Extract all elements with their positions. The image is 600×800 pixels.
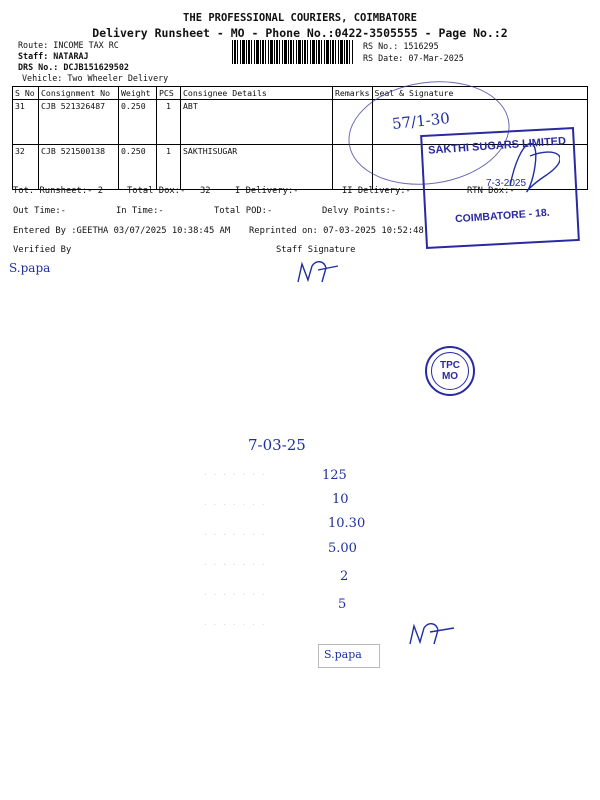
cell-consignment: CJB 521326487 <box>39 100 119 145</box>
total-dox-count: 32 <box>200 186 211 196</box>
drs-label: DRS No.: DCJB151629502 <box>18 62 129 72</box>
route-label: Route: INCOME TAX RC <box>18 40 119 50</box>
faded-bleed-through-area <box>195 450 375 670</box>
rs-date: RS Date: 07-Mar-2025 <box>363 53 464 63</box>
cell-sno: 32 <box>13 145 39 190</box>
bottom-signature-scribble <box>408 616 458 648</box>
cell-consignee: SAKTHISUGAR <box>181 145 333 190</box>
faint-line: · · · · · · · <box>203 500 266 509</box>
bottom-handwriting: S.papa <box>324 648 362 661</box>
tpc-mo-stamp <box>425 346 475 396</box>
reprinted-on: Reprinted on: 07-03-2025 10:52:48 <box>249 226 424 236</box>
staff-signature-label: Staff Signature <box>276 245 356 255</box>
runsheet-title: Delivery Runsheet - MO - Phone No.:0422-3505555 - Page No.:2 <box>92 26 508 40</box>
col-weight: Weight <box>119 87 157 100</box>
tot-runsheet: Tot. Runsheet:- 2 <box>13 186 104 196</box>
stamp-date: 7-3-2025 <box>486 178 527 189</box>
row31-handwritten-note: 57/1-30 <box>391 109 451 133</box>
i-delivery: I Delivery:- <box>235 186 299 196</box>
faint-line: · · · · · · · <box>203 620 266 629</box>
handwritten-value: 10 <box>332 492 349 507</box>
col-consignment: Consignment No <box>39 87 119 100</box>
faint-line: · · · · · · · <box>203 470 266 479</box>
verified-by-label: Verified By <box>13 245 72 255</box>
ii-delivery: II Delivery:- <box>342 186 411 196</box>
col-pcs: PCS <box>157 87 181 100</box>
col-seal: Seal & Signature <box>372 87 587 100</box>
handwritten-value: 5.00 <box>328 541 357 556</box>
staff-label: Staff: NATARAJ <box>18 51 89 61</box>
in-time: In Time:- <box>116 206 164 216</box>
faint-line: · · · · · · · <box>203 530 266 539</box>
handwritten-value: 125 <box>322 468 347 483</box>
cell-weight: 0.250 <box>119 145 157 190</box>
tpc-stamp-top: TPC <box>440 360 460 371</box>
total-pod: Total POD:- <box>214 206 273 216</box>
cell-sno: 31 <box>13 100 39 145</box>
cell-pcs: 1 <box>157 145 181 190</box>
col-sno: S No <box>13 87 39 100</box>
cell-pcs: 1 <box>157 100 181 145</box>
cell-consignee: ABT <box>181 100 333 145</box>
cell-consignment: CJB 521500138 <box>39 145 119 190</box>
faint-line: · · · · · · · <box>203 590 266 599</box>
handwritten-value: 10.30 <box>328 516 366 531</box>
handwritten-value: 5 <box>338 597 347 612</box>
rs-no: RS No.: 1516295 <box>363 41 439 51</box>
col-remarks: Remarks <box>333 87 373 100</box>
col-consignee: Consignee Details <box>181 87 333 100</box>
table-header-row <box>13 87 588 100</box>
rtn-dox: RTN Dox:- <box>467 186 515 196</box>
barcode <box>232 40 354 64</box>
verifier-handwriting: S.papa <box>9 261 51 275</box>
vehicle-label: Vehicle: Two Wheeler Delivery <box>22 73 169 83</box>
delvy-points: Delvy Points:- <box>322 206 397 216</box>
handwritten-date: 7-03-25 <box>248 436 306 454</box>
handwritten-value: 2 <box>340 569 349 584</box>
entered-by: Entered By :GEETHA 03/07/2025 10:38:45 AM <box>13 226 231 236</box>
staff-signature-scribble <box>296 256 342 286</box>
cell-weight: 0.250 <box>119 100 157 145</box>
company-title: THE PROFESSIONAL COURIERS, COIMBATORE <box>183 12 417 24</box>
tpc-stamp-bottom: MO <box>441 371 459 382</box>
out-time: Out Time:- <box>13 206 66 216</box>
company-stamp-city: COIMBATORE - 18. <box>454 206 551 226</box>
total-dox-label: Total Dox:- <box>127 186 186 196</box>
faint-line: · · · · · · · <box>203 560 266 569</box>
company-stamp-title: SAKTHI SUGARS LIMITED <box>427 135 567 157</box>
